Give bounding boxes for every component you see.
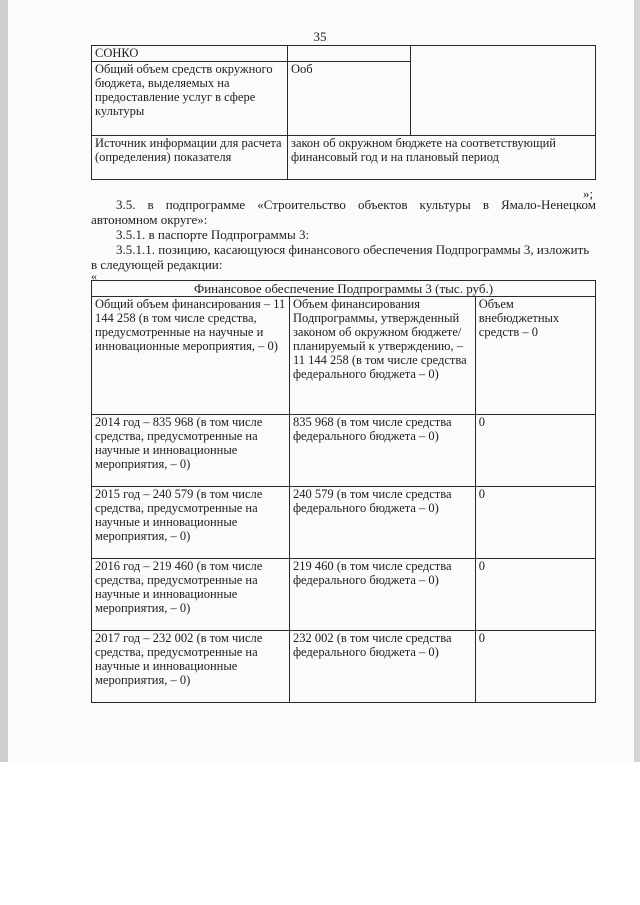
table-cell: 232 002 (в том числе средства федерального бюджета – 0) xyxy=(289,631,475,703)
table-header-row xyxy=(92,281,596,297)
table-caption: Финансовое обеспечение Подпрограммы 3 (тыс. руб.) xyxy=(92,281,596,297)
blank-area-below-page xyxy=(0,762,640,905)
table-cell: 2015 год – 240 579 (в том числе средства, предусмотренные на научные и инновационные мероприятия, – 0) xyxy=(92,487,290,559)
table-cell: СОНКО xyxy=(92,46,288,62)
financing-table xyxy=(91,280,596,703)
table-cell xyxy=(288,46,411,62)
table-cell: 0 xyxy=(475,631,595,703)
table-row xyxy=(92,559,596,631)
table-cell: 240 579 (в том числе средства федерального бюджета – 0) xyxy=(289,487,475,559)
scan-edge-left xyxy=(0,0,8,762)
table-row xyxy=(92,415,596,487)
opening-quote: « xyxy=(91,269,97,283)
paragraph-3-5-1-1: 3.5.1.1. позицию, касающуюся финансового обеспечения Подпрограммы 3, изложить в следующей редакции: xyxy=(91,242,590,272)
table-cell: 219 460 (в том числе средства федерального бюджета – 0) xyxy=(289,559,475,631)
table-row xyxy=(92,631,596,703)
page-number: 35 xyxy=(313,29,327,44)
table-row xyxy=(92,487,596,559)
closing-quote: »; xyxy=(583,186,594,201)
table-cell: Объем финансирования Подпрограммы, утвержденный законом об окружном бюджете/планируемый к утверждению, – 11 144 258 (в том числе средства федерального бюджета – 0) xyxy=(289,297,475,415)
scan-edge-right xyxy=(634,0,640,762)
table-cell: 2014 год – 835 968 (в том числе средства, предусмотренные на научные и инновационные мероприятия, – 0) xyxy=(92,415,290,487)
table-cell: Источник информации для расчета (определения) показателя xyxy=(92,136,288,180)
table-row xyxy=(92,46,596,62)
table-cell: 835 968 (в том числе средства федерального бюджета – 0) xyxy=(289,415,475,487)
table-cell: Общий объем средств окружного бюджета, выделяемых на предоставление услуг в сфере культуры xyxy=(92,62,288,136)
table-cell: Общий объем финансирования – 11 144 258 (в том числе средства, предусмотренные на научные и инновационные мероприятия, – 0) xyxy=(92,297,290,415)
table-cell-empty xyxy=(411,46,596,136)
table-row xyxy=(92,136,596,180)
paragraph-3-5-1: 3.5.1. в паспорте Подпрограммы 3: xyxy=(116,227,310,242)
indicator-table xyxy=(91,45,596,180)
table-cell: Ооб xyxy=(288,62,411,136)
table-cell: 2017 год – 232 002 (в том числе средства, предусмотренные на научные и инновационные мероприятия, – 0) xyxy=(92,631,290,703)
table-cell: Объем внебюджетных средств – 0 xyxy=(475,297,595,415)
table-row xyxy=(92,297,596,415)
table-cell: 0 xyxy=(475,559,595,631)
table-cell: 2016 год – 219 460 (в том числе средства, предусмотренные на научные и инновационные мероприятия, – 0) xyxy=(92,559,290,631)
table-cell: 0 xyxy=(475,487,595,559)
table-cell: закон об окружном бюджете на соответствующий финансовый год и на плановый период xyxy=(288,136,596,180)
table-cell: 0 xyxy=(475,415,595,487)
paragraph-3-5: 3.5. в подпрограмме «Строительство объектов культуры в Ямало-Ненецком автономном округе»: xyxy=(91,197,596,227)
